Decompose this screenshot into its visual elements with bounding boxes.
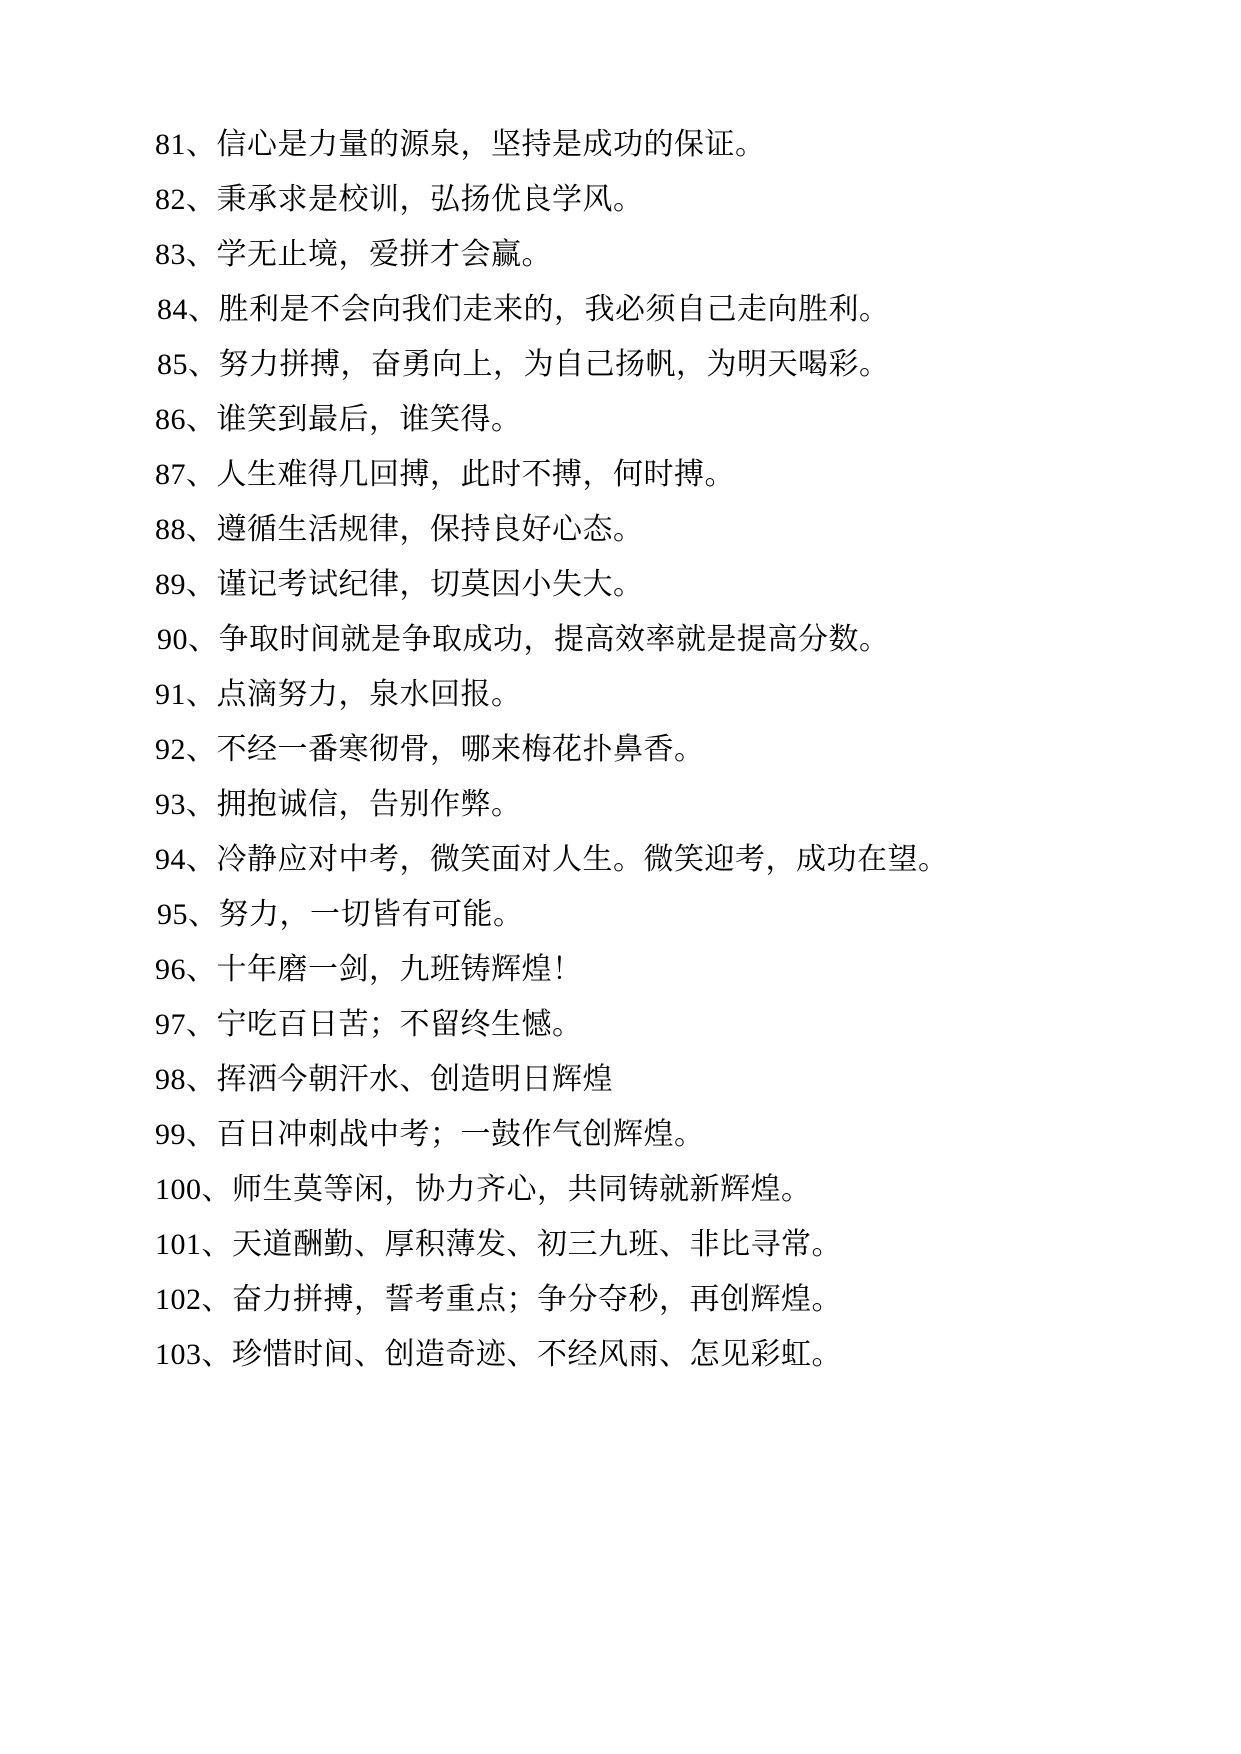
list-item: 86、谁笑到最后，谁笑得。 [155, 403, 522, 436]
list-item: 91、点滴努力，泉水回报。 [155, 678, 522, 711]
list-item: 95、努力，一切皆有可能。 [157, 898, 524, 931]
list-item: 83、学无止境，爱拼才会赢。 [155, 238, 552, 271]
list-item: 90、争取时间就是争取成功，提高效率就是提高分数。 [157, 623, 890, 656]
list-item: 93、拥抱诚信，告别作弊。 [155, 788, 522, 821]
list-item: 98、挥洒今朝汗水、创造明日辉煌 [155, 1063, 613, 1096]
list-item: 103、珍惜时间、创造奇迹、不经风雨、怎见彩虹。 [155, 1338, 842, 1371]
list-item: 82、秉承求是校训，弘扬优良学风。 [155, 183, 644, 216]
list-item: 96、十年磨一剑，九班铸辉煌！ [155, 953, 583, 986]
list-item: 92、不经一番寒彻骨，哪来梅花扑鼻香。 [155, 733, 705, 766]
list-item: 85、努力拼搏，奋勇向上，为自己扬帆，为明天喝彩。 [157, 348, 890, 381]
list-item: 84、胜利是不会向我们走来的，我必须自己走向胜利。 [157, 293, 890, 326]
document-body [155, 130, 1091, 1370]
list-item: 88、遵循生活规律，保持良好心态。 [155, 513, 644, 546]
list-item: 102、奋力拼搏，誓考重点；争分夺秒，再创辉煌。 [155, 1283, 842, 1316]
list-item: 101、天道酬勤、厚积薄发、初三九班、非比寻常。 [155, 1228, 842, 1261]
list-item: 94、冷静应对中考，微笑面对人生。微笑迎考，成功在望。 [155, 843, 949, 876]
list-item: 87、人生难得几回搏，此时不搏，何时搏。 [155, 458, 735, 491]
list-item: 100、师生莫等闲，协力齐心，共同铸就新辉煌。 [155, 1173, 812, 1206]
list-item: 97、宁吃百日苦；不留终生憾。 [155, 1008, 583, 1041]
list-item: 99、百日冲刺战中考；一鼓作气创辉煌。 [155, 1118, 705, 1151]
list-item: 89、谨记考试纪律，切莫因小失大。 [155, 568, 644, 601]
list-item: 81、信心是力量的源泉，坚持是成功的保证。 [155, 128, 766, 161]
